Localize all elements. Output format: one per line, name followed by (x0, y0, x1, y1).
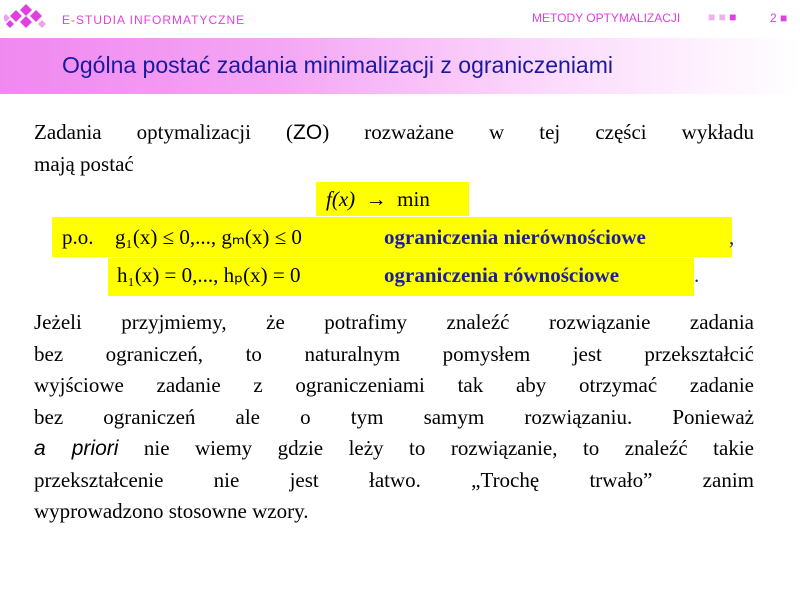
body-line-6: przekształcenie nie jest łatwo. „Trochę trwało” zanim (34, 467, 754, 492)
inequality-comma: , (729, 225, 735, 249)
slide-header (0, 0, 800, 38)
body-line-2: bez ograniczeń, to naturalnym pomysłem jest przekształcić (34, 341, 754, 366)
slide-title: Ogólna postać zadania minimalizacji z ograniczeniami (62, 52, 613, 78)
brand-name: E-STUDIA INFORMATYCZNE (62, 13, 246, 27)
equality-label: ograniczenia równościowe (384, 263, 620, 287)
body-line-4: bez ograniczeń ale o tym samym rozwiązaniu. Ponieważ (34, 404, 754, 429)
body-line-7: wyprowadzono stosowne wzory. (34, 499, 309, 523)
equality-constraints: h₁(x) = 0,..., hₚ(x) = 0 (117, 263, 301, 287)
objective-function: f(x) → min (326, 187, 430, 211)
slide-number: 2 ■ (770, 11, 788, 25)
intro-line-1: Zadania optymalizacji (ZO) rozważane w tej części wykładu (34, 120, 754, 144)
body-paragraph (34, 307, 754, 528)
inequality-label: ograniczenia nierównościowe (384, 225, 646, 249)
course-name: METODY OPTYMALIZACJI (532, 11, 681, 25)
equality-period: . (694, 263, 700, 287)
intro-paragraph (34, 117, 754, 180)
body-line-1: Jeżeli przyjmiemy, że potrafimy znaleźć rozwiązanie zadania (34, 310, 754, 334)
body-line-5: a priori nie wiemy gdzie leży to rozwiązanie, to znaleźć takie (34, 436, 754, 460)
slide-indicator-dots: ■ ■ ■ (708, 10, 737, 24)
po-label: p.o. (62, 225, 94, 249)
inequality-constraints: g₁(x) ≤ 0,..., gₘ(x) ≤ 0 (115, 225, 302, 249)
a-priori-phrase: a priori (34, 437, 119, 460)
body-line-3: wyjściowe zadanie z ograniczeniami tak aby otrzymać zadanie (34, 373, 754, 397)
zo-abbreviation: ZO (293, 121, 323, 144)
intro-line-2: mają postać (34, 151, 134, 176)
logo-icon (4, 2, 48, 34)
